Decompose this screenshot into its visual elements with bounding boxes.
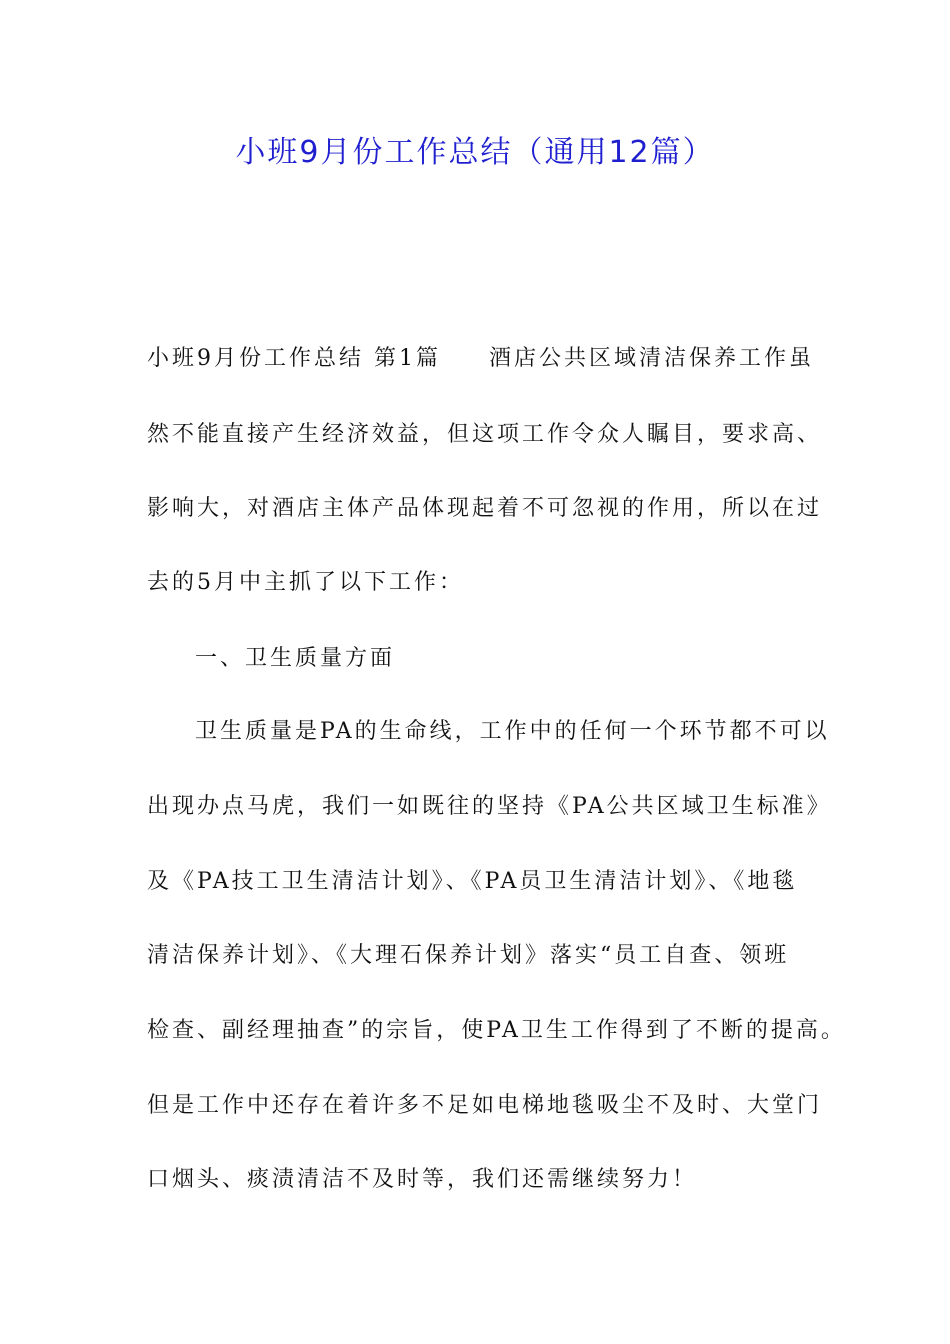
subheading-hygiene-quality: 一、卫生质量方面 xyxy=(195,646,396,671)
paragraph-2-line-2: 出现办点马虎，我们一如既往的坚持《PA公共区域卫生标准》 xyxy=(147,794,832,819)
document-title: 小班9月份工作总结（通用12篇） xyxy=(235,135,715,170)
paragraph-1-line-4: 去的5月中主抓了以下工作： xyxy=(147,570,464,595)
paragraph-1-line-3: 影响大，对酒店主体产品体现起着不可忽视的作用，所以在过 xyxy=(147,496,823,521)
paragraph-2-line-5: 检查、副经理抽查”的宗旨，使PA卫生工作得到了不断的提高。 xyxy=(147,1018,846,1043)
paragraph-1-line-1 xyxy=(147,344,814,374)
paragraph-2-line-1: 卫生质量是PA的生命线，工作中的任何一个环节都不可以 xyxy=(195,719,830,744)
section-heading: 小班9月份工作总结 第1篇 xyxy=(147,346,441,371)
paragraph-2-line-4: 清洁保养计划》、《大理石保养计划》落实“员工自查、领班 xyxy=(147,943,790,968)
paragraph-2-line-3: 及《PA技工卫生清洁计划》、《PA员卫生清洁计划》、《地毯 xyxy=(147,869,798,894)
paragraph-2-line-6: 但是工作中还存在着许多不足如电梯地毯吸尘不及时、大堂门 xyxy=(147,1093,823,1118)
paragraph-2-line-7: 口烟头、痰渍清洁不及时等，我们还需继续努力！ xyxy=(147,1167,698,1192)
paragraph-text: 酒店公共区域清洁保养工作虽 xyxy=(489,346,815,371)
paragraph-1-line-2: 然不能直接产生经济效益，但这项工作令众人瞩目，要求高、 xyxy=(147,422,823,447)
